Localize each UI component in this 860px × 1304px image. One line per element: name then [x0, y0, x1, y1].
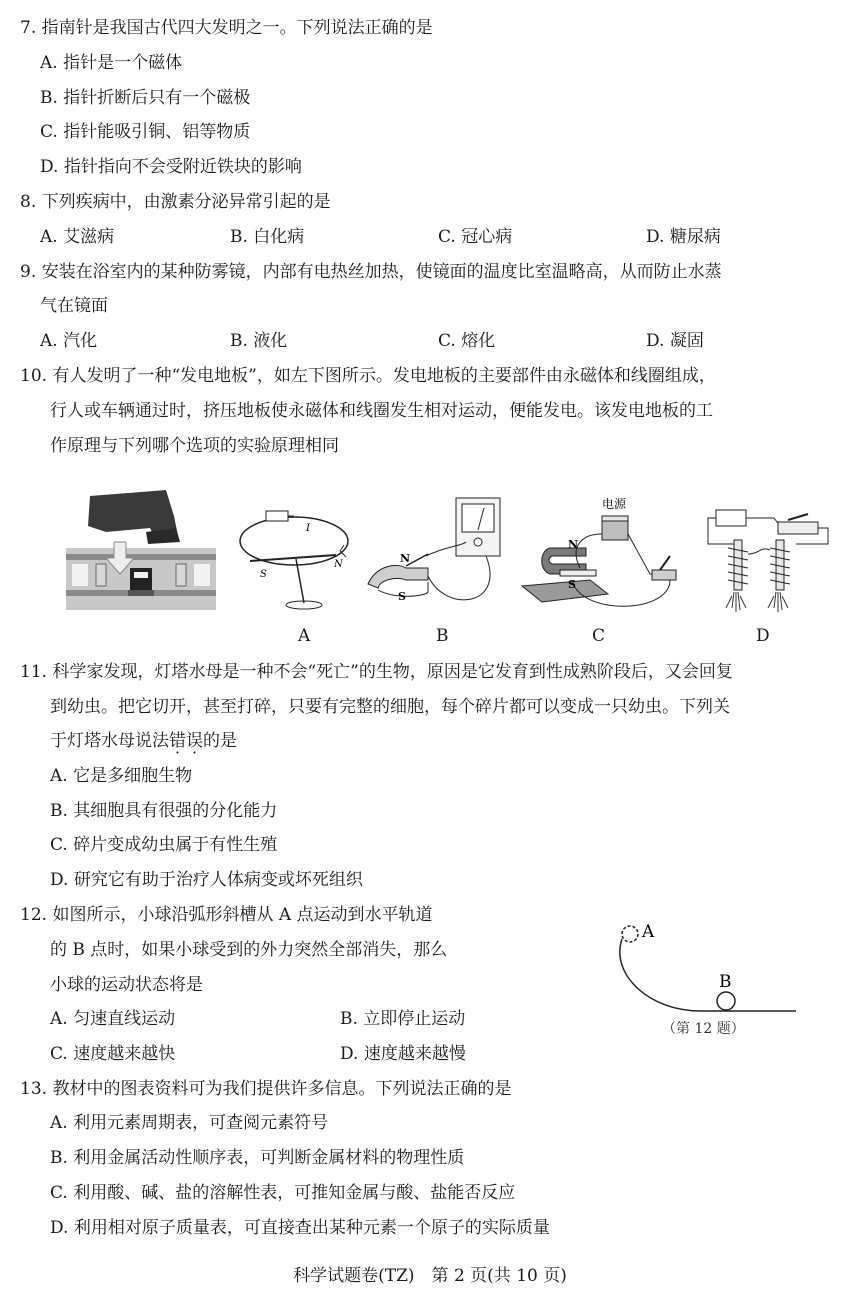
figure-a-current-mark: I — [306, 523, 310, 534]
figure-b-n-mark: N — [400, 552, 411, 565]
figure-b-s-mark: S — [398, 590, 406, 603]
figure-b-diagram — [366, 496, 511, 616]
q10-line2: 行人或车辆通过时，挤压地板使永磁体和线圈发生相对运动，便能发电。该发电地板的工 — [50, 401, 713, 421]
q11-line3 — [50, 733, 237, 750]
q9-stem-line2: 气在镜面 — [40, 296, 108, 316]
figure-a-s-mark: S — [260, 569, 267, 580]
q12-line2: 的 B 点时，如果小球受到的外力突然全部消失，那么 — [50, 940, 448, 960]
q7-option-b: B. 指针折断后只有一个磁极 — [40, 88, 251, 108]
q12-option-c: C. 速度越来越快 — [50, 1044, 176, 1064]
q9-option-a: A. 汽化 — [40, 331, 98, 351]
q8-option-d: D. 糖尿病 — [646, 227, 721, 247]
figure-c-diagram — [520, 494, 690, 619]
figure-c-n-mark: N — [568, 538, 579, 551]
q11-line1: 11. 科学家发现，灯塔水母是一种不会“死亡”的生物，原因是它发育到性成熟阶段后，又会回复 — [20, 662, 733, 682]
q9-stem-line1: 9. 安装在浴室内的某种防雾镜，内部有电热丝加热，使镜面的温度比室温略高，从而防止水蒸 — [20, 262, 722, 282]
q8-option-c: C. 冠心病 — [438, 227, 513, 247]
figure-c-s-mark: S — [568, 578, 576, 591]
figure-label-d: D — [756, 626, 770, 646]
power-floor-figure — [66, 486, 216, 616]
q11-option-c: C. 碎片变成幼虫属于有性生殖 — [50, 835, 278, 855]
q9-option-d: D. 凝固 — [646, 331, 704, 351]
q13-option-a: A. 利用元素周期表，可查阅元素符号 — [50, 1113, 329, 1133]
q13-stem: 13. 教材中的图表资料可为我们提供许多信息。下列说法正确的是 — [20, 1079, 512, 1099]
q11-option-a: A. 它是多细胞生物 — [50, 766, 193, 786]
q8-option-b: B. 白化病 — [230, 227, 305, 247]
figure-a-diagram — [236, 505, 356, 615]
q11-line3-post: 的是 — [203, 731, 237, 751]
q7-stem: 7. 指南针是我国古代四大发明之一。下列说法正确的是 — [20, 18, 433, 38]
q8-option-a: A. 艾滋病 — [40, 227, 115, 247]
page-footer: 科学试题卷(TZ) 第 2 页(共 10 页) — [293, 1266, 567, 1286]
figure-label-c: C — [592, 626, 606, 646]
q9-option-c: C. 熔化 — [438, 331, 496, 351]
q12-option-b: B. 立即停止运动 — [340, 1009, 466, 1029]
q11-option-d: D. 研究它有助于治疗人体病变或坏死组织 — [50, 870, 363, 890]
q12-option-a: A. 匀速直线运动 — [50, 1009, 176, 1029]
q12-figure-caption: （第 12 题） — [662, 1021, 745, 1037]
q10-line1: 10. 有人发明了一种“发电地板”，如左下图所示。发电地板的主要部件由永磁体和线圈组成， — [20, 366, 716, 386]
q12-line3: 小球的运动状态将是 — [50, 975, 203, 995]
q13-option-c: C. 利用酸、碱、盐的溶解性表，可推知金属与酸、盐能否反应 — [50, 1183, 516, 1203]
figure-c-power-label: 电源 — [602, 497, 627, 511]
figure-label-b: B — [436, 626, 449, 646]
figure-a-n-mark: N — [334, 559, 343, 570]
q12-point-b: B — [719, 972, 732, 992]
q9-option-b: B. 液化 — [230, 331, 288, 351]
figure-label-a: A — [298, 626, 311, 646]
q10-line3: 作原理与下列哪个选项的实验原理相同 — [50, 436, 339, 456]
q11-emphasis-1: 错 — [169, 731, 186, 751]
q13-option-b: B. 利用金属活动性顺序表，可判断金属材料的物理性质 — [50, 1148, 465, 1168]
q12-track-figure — [600, 915, 800, 1020]
figure-d-diagram — [704, 498, 834, 623]
q7-option-d: D. 指针指向不会受附近铁块的影响 — [40, 157, 302, 177]
q7-option-a: A. 指针是一个磁体 — [40, 53, 183, 73]
q12-point-a: A — [642, 922, 655, 942]
q12-option-d: D. 速度越来越慢 — [340, 1044, 466, 1064]
q11-emphasis-2: 误 — [186, 731, 203, 751]
q12-line1: 12. 如图所示，小球沿弧形斜槽从 A 点运动到水平轨道 — [20, 905, 433, 925]
q8-stem: 8. 下列疾病中，由激素分泌异常引起的是 — [20, 192, 331, 212]
q11-line3-pre: 于灯塔水母说法 — [50, 731, 169, 751]
q13-option-d: D. 利用相对原子质量表，可直接查出某种元素一个原子的实际质量 — [50, 1218, 550, 1238]
q11-option-b: B. 其细胞具有很强的分化能力 — [50, 801, 278, 821]
q11-line2: 到幼虫。把它切开，甚至打碎，只要有完整的细胞，每个碎片都可以变成一只幼虫。下列关 — [50, 697, 730, 717]
q7-option-c: C. 指针能吸引铜、铝等物质 — [40, 122, 251, 142]
